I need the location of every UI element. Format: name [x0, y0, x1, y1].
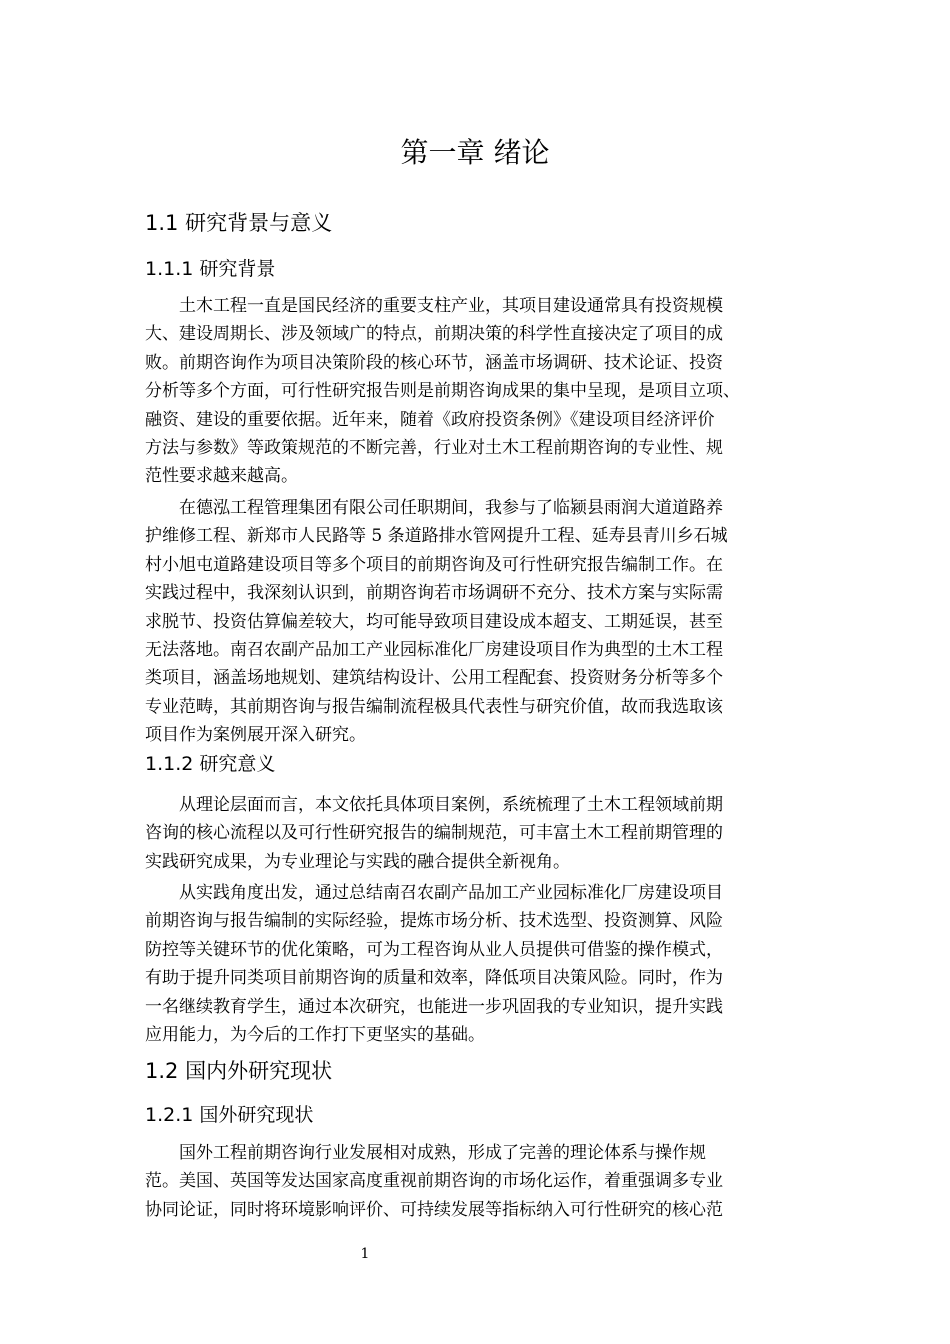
text-line: 咨询的核心流程以及可行性研究报告的编制规范，可丰富土木工程前期管理的	[145, 823, 723, 844]
text-line: 分析等多个方面，可行性研究报告则是前期咨询成果的集中呈现，是项目立项、	[145, 381, 740, 402]
text-line: 一名继续教育学生，通过本次研究，也能进一步巩固我的专业知识，提升实践	[145, 996, 723, 1017]
text-line: 从理论层面而言，本文依托具体项目案例，系统梳理了土木工程领域前期	[145, 795, 723, 815]
text-line: 从实践角度出发，通过总结南召农副产品加工产业园标准化厂房建设项目	[145, 883, 723, 903]
text-line: 土木工程一直是国民经济的重要支柱产业，其项目建设通常具有投资规模	[145, 296, 723, 316]
section-heading-1-2: 1.2 国内外研究现状	[145, 1059, 333, 1083]
paragraph-background-1	[145, 292, 815, 491]
section-heading-1-1: 1.1 研究背景与意义	[145, 211, 333, 235]
text-line: 专业范畴，其前期咨询与报告编制流程极具代表性与研究价值，故而我选取该	[145, 696, 723, 717]
text-line: 范。美国、英国等发达国家高度重视前期咨询的市场化运作，着重强调多专业	[145, 1171, 723, 1192]
text-line: 有助于提升同类项目前期咨询的质量和效率，降低项目决策风险。同时，作为	[145, 968, 723, 989]
text-line: 协同论证，同时将环境影响评价、可持续发展等指标纳入可行性研究的核心范	[145, 1199, 723, 1220]
chapter-title: 第一章 绪论	[400, 136, 550, 169]
paragraph-background-2	[145, 494, 815, 750]
text-line: 在德泓工程管理集团有限公司任职期间，我参与了临颍县雨润大道道路养	[145, 498, 723, 518]
paragraph-foreign-research	[145, 1139, 815, 1224]
text-line: 融资、建设的重要依据。近年来，随着《政府投资条例》《建设项目经济评价	[145, 409, 715, 430]
subsection-heading-1-1-2: 1.1.2 研究意义	[145, 753, 276, 775]
text-line: 类项目，涵盖场地规划、建筑结构设计、公用工程配套、投资财务分析等多个	[145, 668, 723, 689]
text-line: 方法与参数》等政策规范的不断完善，行业对土木工程前期咨询的专业性、规	[145, 438, 723, 459]
text-line: 国外工程前期咨询行业发展相对成熟，形成了完善的理论体系与操作规	[145, 1143, 706, 1163]
text-line: 败。前期咨询作为项目决策阶段的核心环节，涵盖市场调研、技术论证、投资	[145, 352, 723, 373]
text-line: 防控等关键环节的优化策略，可为工程咨询从业人员提供可借鉴的操作模式，	[145, 939, 723, 960]
text-line: 实践过程中，我深刻认识到，前期咨询若市场调研不充分、技术方案与实际需	[145, 583, 723, 604]
page-number: 1	[360, 1246, 370, 1262]
text-line: 无法落地。南召农副产品加工产业园标准化厂房建设项目作为典型的土木工程	[145, 640, 723, 661]
subsection-heading-1-2-1: 1.2.1 国外研究现状	[145, 1104, 314, 1126]
text-line: 前期咨询与报告编制的实际经验，提炼市场分析、技术选型、投资测算、风险	[145, 911, 723, 932]
subsection-heading-1-1-1: 1.1.1 研究背景	[145, 258, 276, 280]
text-line: 范性要求越来越高。	[145, 466, 298, 487]
paragraph-significance-2	[145, 879, 815, 1049]
text-line: 村小旭屯道路建设项目等多个项目的前期咨询及可行性研究报告编制工作。在	[145, 554, 723, 575]
text-line: 应用能力，为今后的工作打下更坚实的基础。	[145, 1025, 485, 1046]
text-line: 大、建设周期长、涉及领域广的特点，前期决策的科学性直接决定了项目的成	[145, 324, 723, 345]
paragraph-significance-1	[145, 791, 815, 876]
text-line: 求脱节、投资估算偏差较大，均可能导致项目建设成本超支、工期延误，甚至	[145, 611, 723, 632]
text-line: 护维修工程、新郑市人民路等 5 条道路排水管网提升工程、延寿县青川乡石城	[145, 526, 728, 547]
text-line: 项目作为案例展开深入研究。	[145, 725, 366, 746]
text-line: 实践研究成果，为专业理论与实践的融合提供全新视角。	[145, 851, 570, 872]
